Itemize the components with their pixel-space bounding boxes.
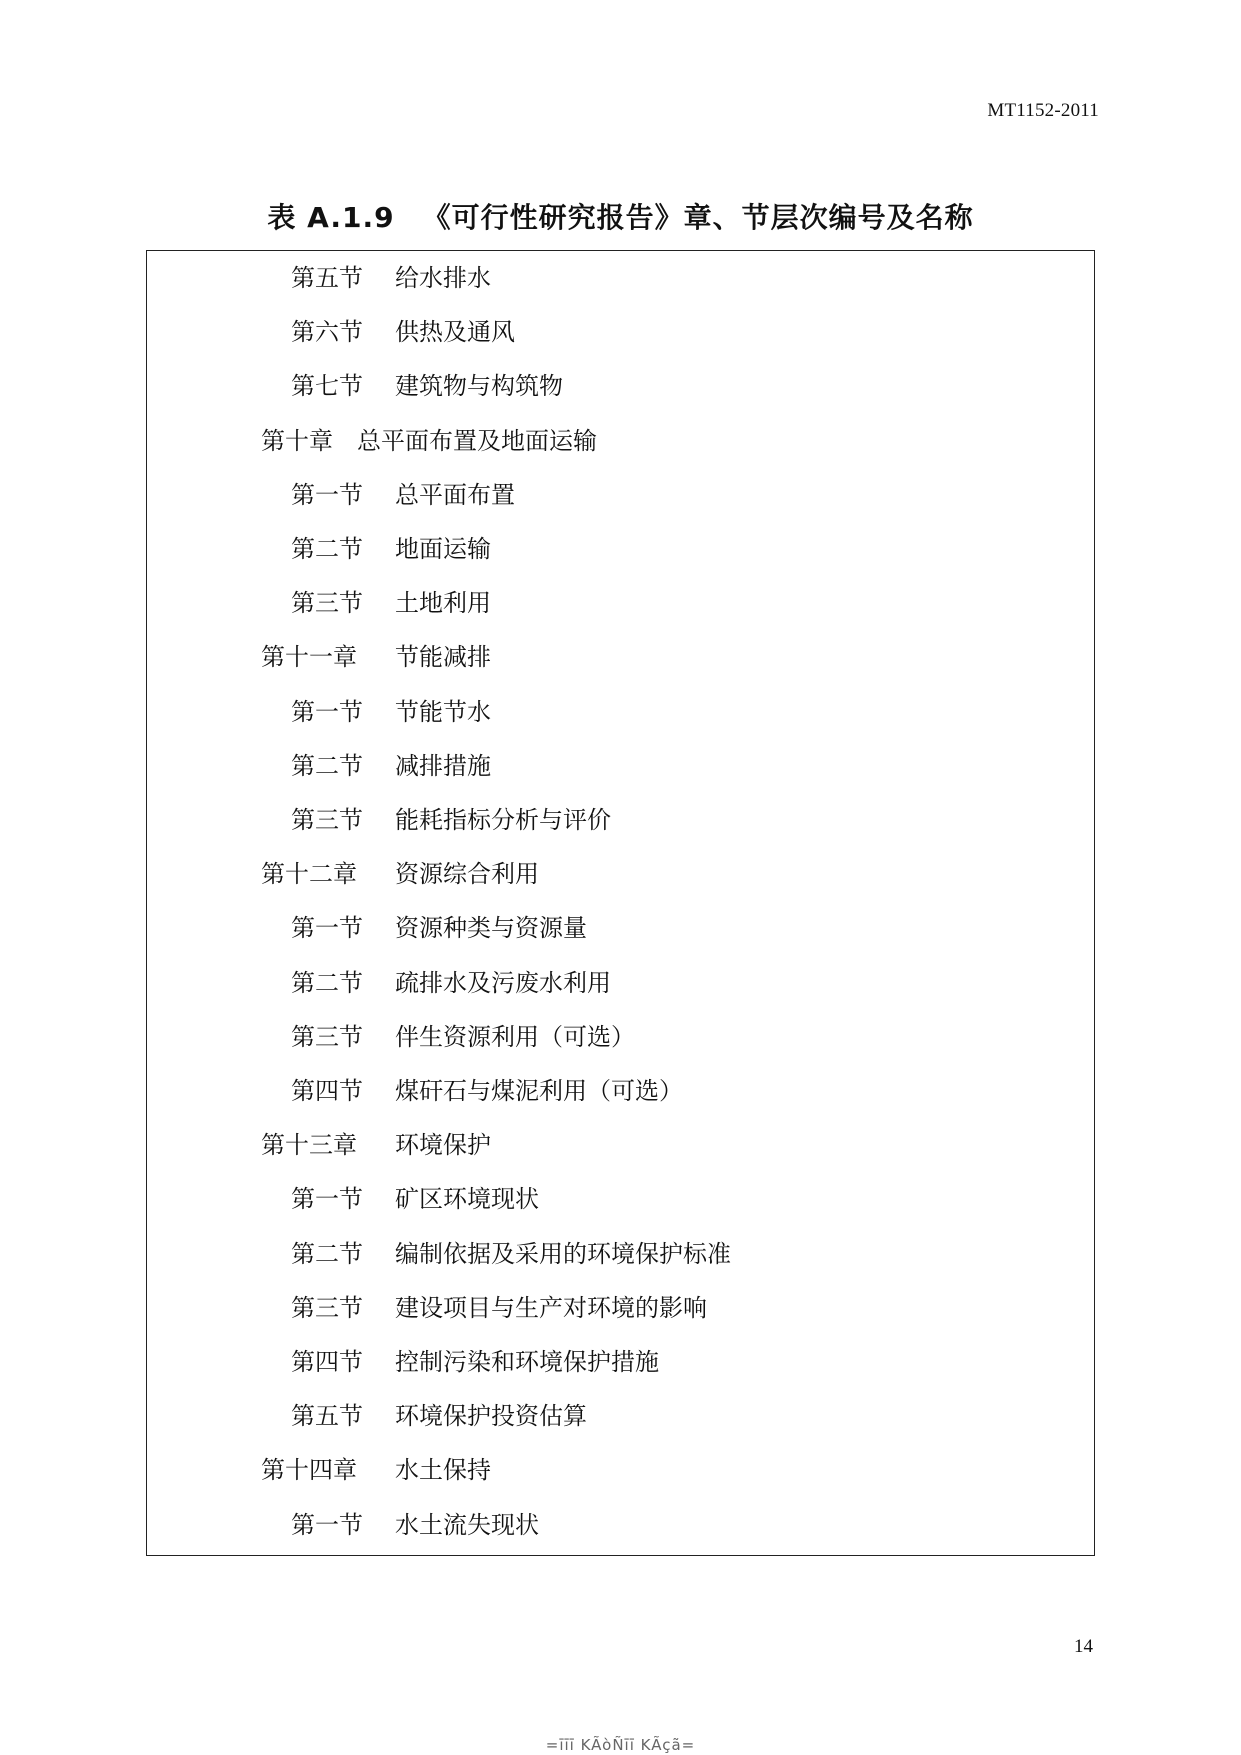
section-entry bbox=[291, 312, 515, 352]
section-entry bbox=[291, 1396, 587, 1436]
section-entry bbox=[291, 1342, 659, 1382]
chapter-title: 总平面布置及地面运输 bbox=[357, 426, 597, 455]
section-title: 伴生资源利用（可选） bbox=[395, 1022, 635, 1051]
table-title bbox=[0, 196, 1241, 236]
section-title: 煤矸石与煤泥利用（可选） bbox=[395, 1077, 683, 1105]
section-entry bbox=[291, 1017, 635, 1057]
section-title: 能耗指标分析与评价 bbox=[395, 806, 611, 834]
section-number: 第一节 bbox=[291, 697, 363, 726]
section-title: 水土流失现状 bbox=[395, 1510, 539, 1539]
chapter-title: 水土保持 bbox=[395, 1456, 491, 1485]
section-entry bbox=[291, 746, 491, 786]
chapter-number: 第十章 bbox=[261, 426, 333, 455]
chapter-entry bbox=[261, 421, 597, 461]
toc-table-frame bbox=[146, 250, 1095, 1556]
section-title: 环境保护投资估算 bbox=[395, 1402, 587, 1431]
chapter-entry bbox=[261, 854, 539, 894]
section-title: 控制污染和环境保护措施 bbox=[395, 1348, 659, 1376]
section-entry bbox=[291, 366, 563, 406]
section-title: 编制依据及采用的环境保护标准 bbox=[395, 1239, 731, 1268]
section-number: 第四节 bbox=[291, 1348, 363, 1376]
chapter-entry bbox=[261, 637, 491, 677]
section-number: 第七节 bbox=[291, 372, 363, 401]
section-entry bbox=[291, 475, 515, 515]
page-number: 14 bbox=[1074, 1636, 1093, 1657]
section-number: 第三节 bbox=[291, 806, 363, 834]
section-entry bbox=[291, 1288, 707, 1328]
section-entry bbox=[291, 963, 611, 1003]
section-number: 第二节 bbox=[291, 968, 363, 997]
section-entry bbox=[291, 1505, 539, 1545]
section-entry bbox=[291, 692, 491, 732]
section-title: 矿区环境现状 bbox=[395, 1185, 539, 1214]
section-number: 第三节 bbox=[291, 1022, 363, 1051]
section-entry bbox=[291, 1234, 731, 1274]
section-title: 疏排水及污废水利用 bbox=[395, 968, 611, 997]
section-number: 第二节 bbox=[291, 751, 363, 780]
section-number: 第一节 bbox=[291, 1510, 363, 1539]
standard-code: MT1152-2011 bbox=[987, 100, 1099, 121]
section-entry bbox=[291, 1179, 539, 1219]
section-number: 第一节 bbox=[291, 914, 363, 943]
section-number: 第五节 bbox=[291, 1402, 363, 1431]
section-entry bbox=[291, 908, 587, 948]
section-title: 建筑物与构筑物 bbox=[395, 372, 563, 401]
section-entry bbox=[291, 1071, 683, 1111]
section-title: 给水排水 bbox=[395, 264, 491, 292]
section-title: 建设项目与生产对环境的影响 bbox=[395, 1293, 707, 1322]
chapter-title: 资源综合利用 bbox=[395, 860, 539, 889]
section-number: 第二节 bbox=[291, 535, 363, 563]
section-entry bbox=[291, 800, 611, 840]
chapter-title: 节能减排 bbox=[395, 643, 491, 672]
section-number: 第三节 bbox=[291, 1293, 363, 1322]
section-number: 第四节 bbox=[291, 1077, 363, 1105]
footer-watermark: =īīī KÃòÑīī KÃçã= bbox=[545, 1736, 696, 1754]
section-number: 第二节 bbox=[291, 1239, 363, 1268]
section-number: 第一节 bbox=[291, 480, 363, 509]
section-title: 土地利用 bbox=[395, 589, 491, 618]
table-number: 表 A.1.9 bbox=[267, 201, 395, 234]
section-number: 第六节 bbox=[291, 318, 363, 347]
table-name: 《可行性研究报告》章、节层次编号及名称 bbox=[422, 201, 974, 234]
chapter-number: 第十二章 bbox=[261, 860, 357, 889]
section-number: 第三节 bbox=[291, 589, 363, 618]
section-number: 第一节 bbox=[291, 1185, 363, 1214]
section-title: 节能节水 bbox=[395, 697, 491, 726]
section-entry bbox=[291, 529, 491, 569]
chapter-number: 第十三章 bbox=[261, 1131, 357, 1160]
chapter-entry bbox=[261, 1125, 491, 1165]
section-title: 地面运输 bbox=[395, 535, 491, 563]
section-title: 资源种类与资源量 bbox=[395, 914, 587, 943]
section-entry bbox=[291, 258, 491, 298]
section-title: 供热及通风 bbox=[395, 318, 515, 347]
section-title: 总平面布置 bbox=[395, 480, 515, 509]
chapter-entry bbox=[261, 1450, 491, 1490]
section-number: 第五节 bbox=[291, 264, 363, 292]
section-title: 减排措施 bbox=[395, 751, 491, 780]
chapter-number: 第十一章 bbox=[261, 643, 357, 672]
section-entry bbox=[291, 583, 491, 623]
chapter-title: 环境保护 bbox=[395, 1131, 491, 1160]
chapter-number: 第十四章 bbox=[261, 1456, 357, 1485]
